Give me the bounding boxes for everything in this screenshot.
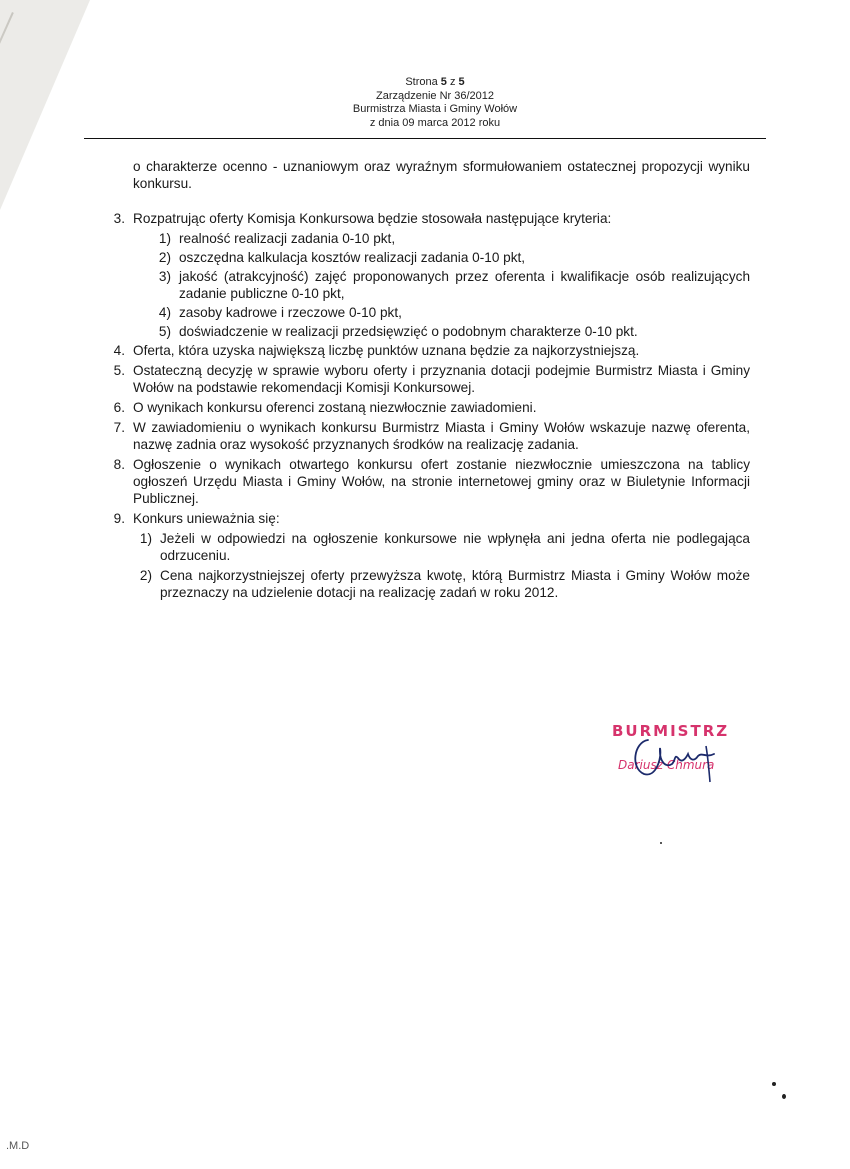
criterion-item — [143, 323, 750, 340]
item-number: 7. — [113, 420, 125, 435]
corner-mark: .M.D — [6, 1140, 30, 1152]
authority-name: Burmistrza Miasta i Gminy Wołów — [352, 103, 518, 115]
condition-number: 1) — [139, 531, 152, 546]
criterion-item — [143, 304, 750, 321]
list-item — [88, 342, 750, 359]
condition-text: Jeżeli w odpowiedzi na ogłoszenie konkursowe nie wpłynęła ani jedna oferta nie podlegająca odrzuceniu. — [160, 531, 750, 563]
criterion-item — [143, 249, 750, 266]
criterion-number: 4) — [158, 305, 171, 320]
mayor-stamp — [608, 720, 768, 790]
stamp-name: Dariusz Chmura — [618, 758, 715, 772]
signature-icon — [626, 728, 736, 788]
criterion-text: jakość (atrakcyjność) zajęć proponowanych przez oferenta i kwalifikacje osób realizujących zadanie publiczne 0-10 pkt, — [179, 269, 750, 301]
list-item — [88, 399, 750, 416]
stamp-title: BURMISTRZ — [612, 722, 730, 740]
list-item — [88, 210, 750, 227]
page-total: 5 — [458, 76, 465, 88]
item-text: W zawiadomieniu o wynikach konkursu Burmistrz Miasta i Gminy Wołów wskazuje nazwę oferenta, nazwę zadnia oraz wysokość przyznanych środków na realizację zadania. — [133, 420, 750, 452]
item-text: Konkurs unieważnia się: — [133, 511, 280, 526]
continuation-paragraph: o charakterze ocenno - uznaniowym oraz wyraźnym sformułowaniem ostatecznej propozycji wyniku konkursu. — [133, 159, 750, 191]
item-text: Oferta, która uzyska największą liczbę punktów uznana będzie za najkorzystniejszą. — [133, 343, 640, 358]
page-fold-shadow — [0, 0, 90, 210]
order-number: Zarządzenie Nr 36/2012 — [375, 89, 494, 102]
criterion-item — [143, 268, 750, 302]
criterion-number: 2) — [158, 250, 171, 265]
item-number: 4. — [113, 343, 125, 358]
condition-item — [124, 530, 750, 564]
item-number: 8. — [113, 457, 125, 472]
header-divider — [84, 138, 766, 139]
item-text: Ostateczną decyzję w sprawie wyboru oferty i przyznania dotacji podejmie Burmistrz Miasta i Gminy Wołów na podstawie rekomendacji Komisji Konkursowej. — [133, 363, 750, 395]
item-text: Ogłoszenie o wynikach otwartego konkursu ofert zostanie niezwłocznie umieszczona na tablicy ogłoszeń Urzędu Miasta i Gminy Wołów, na stronie internetowej gminy oraz w Biuletynie Informacji Publicznej. — [133, 457, 750, 506]
document-header — [260, 76, 610, 130]
order-date: z dnia 09 marca 2012 roku — [369, 116, 501, 129]
item-number: 9. — [113, 511, 125, 526]
criterion-item — [143, 230, 750, 247]
criterion-text: zasoby kadrowe i rzeczowe 0-10 pkt, — [179, 305, 402, 320]
criterion-number: 1) — [158, 231, 171, 246]
list-item — [88, 362, 750, 396]
document-body — [88, 158, 750, 604]
criterion-number: 5) — [158, 324, 171, 339]
scan-speck — [772, 1082, 776, 1086]
item-text: Rozpatrując oferty Komisja Konkursowa będzie stosowała następujące kryteria: — [133, 211, 612, 226]
condition-item — [124, 567, 750, 601]
criterion-text: doświadczenie w realizacji przedsięwzięć o podobnym charakterze 0-10 pkt. — [179, 324, 638, 339]
item-number: 3. — [113, 211, 125, 226]
condition-number: 2) — [139, 568, 152, 583]
criterion-text: oszczędna kalkulacja kosztów realizacji zadania 0-10 pkt, — [179, 250, 526, 265]
criterion-text: realność realizacji zadania 0-10 pkt, — [179, 231, 396, 246]
item-number: 5. — [113, 363, 125, 378]
list-item — [88, 510, 750, 527]
scan-speck — [660, 842, 662, 844]
item-number: 6. — [113, 400, 125, 415]
page-current: 5 — [440, 76, 447, 88]
scan-speck — [782, 1094, 786, 1099]
condition-text: Cena najkorzystniejszej oferty przewyższa kwotę, którą Burmistrz Miasta i Gminy Wołów może przeznaczy na udzielenie dotacji na realizację zadań w roku 2012. — [160, 568, 750, 600]
page-number-line — [260, 76, 610, 90]
item-text: O wynikach konkursu oferenci zostaną niezwłocznie zawiadomieni. — [133, 400, 537, 415]
list-item — [88, 419, 750, 453]
list-item — [88, 456, 750, 507]
page-prefix: Strona — [405, 76, 438, 88]
criterion-number: 3) — [158, 269, 171, 284]
page-of: z — [449, 76, 456, 88]
